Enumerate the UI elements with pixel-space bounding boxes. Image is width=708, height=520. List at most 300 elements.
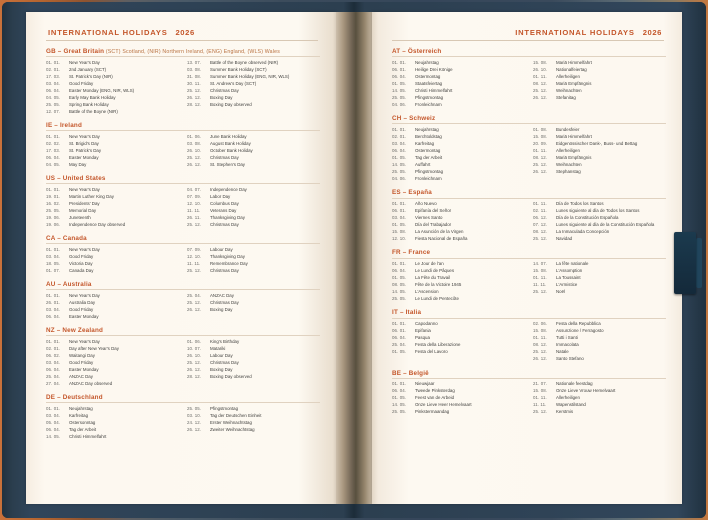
holiday-date: 25. 12.	[533, 87, 548, 93]
country-heading	[392, 115, 666, 122]
holiday-name: Pasqua	[415, 335, 430, 341]
holiday-date: 25. 12.	[187, 87, 202, 93]
holiday-date: 01. 05.	[392, 222, 407, 228]
table-row	[533, 95, 666, 102]
column-right	[533, 59, 666, 108]
holiday-name: New Year's Day	[69, 133, 100, 139]
holiday-name: Thanksgiving Day	[210, 214, 245, 220]
table-row	[533, 349, 666, 356]
country-code: DE	[46, 394, 56, 402]
two-column-layout	[392, 261, 666, 303]
holiday-date: 01. 08.	[533, 126, 548, 132]
holiday-date: 20. 09.	[533, 140, 548, 146]
holiday-name: Feest van de Arbeid	[415, 395, 455, 401]
holiday-table	[187, 59, 320, 108]
holiday-date: 25. 05.	[187, 405, 202, 411]
holiday-table	[187, 133, 320, 168]
holiday-date: 25. 05.	[46, 101, 61, 107]
country-code: GB	[46, 48, 56, 55]
holiday-name: Neujahrstag	[415, 59, 439, 65]
holiday-date: 01. 01.	[392, 320, 407, 326]
holiday-name: Early May Bank Holiday	[69, 94, 116, 100]
holiday-table	[187, 292, 320, 313]
holiday-name: Christi Himmelfahrt	[69, 434, 107, 440]
table-row	[533, 80, 666, 87]
column-left	[46, 338, 179, 387]
holiday-name: New Year's Day	[69, 338, 100, 344]
right-header-rule	[392, 40, 664, 41]
table-row	[533, 162, 666, 169]
holiday-date: 12. 10.	[392, 236, 407, 242]
table-row	[533, 169, 666, 176]
table-row	[533, 133, 666, 140]
table-row	[46, 201, 179, 208]
holiday-date: 08. 12.	[533, 229, 548, 235]
holiday-name: Good Friday	[69, 253, 94, 259]
holiday-name: Boxing Day	[210, 94, 233, 100]
holiday-date: 15. 08.	[533, 328, 548, 334]
column-left	[392, 381, 525, 416]
holiday-name: Pinkstermaandag	[415, 409, 450, 415]
holiday-name: Tag der Deutschen Einheit	[210, 412, 262, 418]
holiday-date: 07. 09.	[187, 246, 202, 252]
holiday-date: 25. 12.	[187, 359, 202, 365]
block-divider	[392, 56, 666, 57]
holiday-date: 06. 04.	[46, 87, 61, 93]
block-divider	[392, 318, 666, 319]
holiday-name: Assunzione / Ferragosto	[556, 328, 604, 334]
table-row	[533, 321, 666, 328]
column-left	[46, 246, 179, 274]
country-name: – Great Britain	[55, 48, 105, 55]
holiday-name: Santo Stefano	[556, 356, 584, 362]
holiday-date: 21. 07.	[533, 381, 548, 387]
holiday-name: Le Lundi de Pentecôte	[415, 296, 459, 302]
country-code: BE	[392, 369, 402, 377]
holiday-date: 06. 01.	[392, 207, 407, 213]
holiday-date: 03. 08.	[187, 140, 202, 146]
holiday-name: L'Ascension	[415, 289, 439, 295]
table-row	[46, 345, 179, 352]
table-row	[392, 261, 525, 268]
column-left	[392, 126, 525, 183]
table-row	[46, 299, 179, 306]
table-row	[392, 342, 525, 349]
right-header-year: 2026	[642, 28, 662, 37]
country-block	[46, 327, 320, 388]
two-column-layout	[46, 186, 320, 228]
holiday-table	[46, 246, 179, 274]
holiday-name: Pfingstmontag	[210, 405, 239, 411]
table-row	[46, 148, 179, 155]
table-row	[187, 254, 320, 261]
holiday-name: Allerheiligen	[556, 395, 580, 401]
holiday-name: St. Stephen's Day	[210, 161, 246, 167]
holiday-name: Christmas Day	[210, 267, 239, 273]
country-heading	[46, 235, 320, 242]
table-row	[187, 73, 320, 80]
column-right	[187, 405, 320, 440]
table-row	[187, 59, 320, 66]
holiday-date: 26. 10.	[187, 147, 202, 153]
country-block	[392, 48, 666, 109]
holiday-date: 14. 05.	[392, 161, 407, 167]
holiday-date: 01. 07.	[46, 267, 61, 273]
holiday-date: 03. 04.	[392, 214, 407, 220]
country-name: – Schweiz	[401, 115, 436, 123]
table-row	[533, 201, 666, 208]
holiday-date: 26. 11.	[187, 214, 201, 220]
holiday-date: 06. 02.	[46, 352, 61, 358]
holiday-name: Weihnachten	[556, 87, 582, 93]
holiday-date: 26. 12.	[187, 426, 202, 432]
holiday-name: Good Friday	[69, 306, 94, 312]
holiday-date: 14. 07.	[533, 260, 548, 266]
table-row	[533, 236, 666, 243]
table-row	[392, 388, 525, 395]
table-row	[392, 296, 525, 303]
holiday-name: Navidad	[556, 236, 573, 242]
holiday-table	[533, 126, 666, 175]
holiday-date: 02. 02.	[46, 140, 61, 146]
holiday-date: 26. 12.	[533, 356, 548, 362]
holiday-name: Australia Day	[69, 299, 96, 305]
holiday-name: Nationalfeiertag	[556, 66, 587, 72]
holiday-name: Eidgenössischer Dank-, Buss- und Bettag	[556, 140, 638, 146]
holiday-name: ANZAC Day	[210, 292, 234, 298]
holiday-table	[46, 292, 179, 320]
holiday-date: 06. 04.	[46, 154, 61, 160]
table-row	[46, 427, 179, 434]
holiday-name: Columbus Day	[210, 200, 239, 206]
holiday-name: Victoria Day	[69, 260, 93, 266]
country-name: – Ireland	[52, 122, 83, 130]
column-right	[533, 201, 666, 243]
table-row	[187, 222, 320, 229]
holiday-name: October Bank Holiday	[210, 147, 253, 153]
table-row	[46, 102, 179, 109]
holiday-date: 16. 02.	[46, 200, 61, 206]
holiday-date: 08. 12.	[533, 80, 548, 86]
column-left	[46, 59, 179, 116]
table-row	[392, 282, 525, 289]
right-header-title: INTERNATIONAL HOLIDAYS	[515, 28, 635, 37]
holiday-name: Ostersonntag	[69, 419, 96, 425]
table-row	[187, 307, 320, 314]
column-left	[46, 186, 179, 228]
table-row	[46, 352, 179, 359]
holiday-table	[187, 338, 320, 380]
holiday-date: 25. 12.	[187, 267, 202, 273]
table-row	[392, 95, 525, 102]
holiday-date: 01. 01.	[392, 381, 407, 387]
table-row	[46, 381, 179, 388]
holiday-date: 03. 04.	[46, 306, 61, 312]
table-row	[187, 155, 320, 162]
block-divider	[46, 335, 320, 336]
table-row	[46, 413, 179, 420]
holiday-date: 03. 04.	[392, 140, 407, 146]
country-block	[46, 175, 320, 229]
holiday-table	[46, 405, 179, 440]
block-divider	[392, 378, 666, 379]
holiday-name: Festa della Repubblica	[556, 320, 601, 326]
block-divider	[46, 289, 320, 290]
table-row	[187, 66, 320, 73]
book-spine-gutter	[336, 12, 372, 504]
holiday-name: Fête de la Victoire 1945	[415, 282, 462, 288]
left-page-content	[46, 48, 320, 496]
table-row	[187, 102, 320, 109]
holiday-date: 26. 12.	[187, 94, 202, 100]
right-page	[372, 12, 682, 504]
holiday-date: 25. 12.	[533, 349, 548, 355]
table-row	[46, 314, 179, 321]
holiday-date: 15. 08.	[533, 388, 548, 394]
holiday-name: Easter Monday (ENG, NIR, WLS)	[69, 87, 135, 93]
table-row	[392, 409, 525, 416]
left-page	[26, 12, 336, 504]
holiday-table	[533, 261, 666, 296]
country-block	[392, 189, 666, 243]
holiday-date: 14. 05.	[392, 289, 407, 295]
table-row	[533, 381, 666, 388]
table-row	[46, 434, 179, 441]
table-row	[187, 352, 320, 359]
column-left	[392, 321, 525, 363]
table-row	[46, 80, 179, 87]
holiday-date: 26. 12.	[187, 306, 202, 312]
block-divider	[46, 130, 320, 131]
country-heading	[392, 249, 666, 256]
table-row	[392, 80, 525, 87]
holiday-name: Day after New Year's Day	[69, 345, 119, 351]
country-code: AU	[46, 281, 56, 289]
country-heading	[46, 122, 320, 129]
holiday-date: 07. 12.	[533, 222, 548, 228]
holiday-name: 2nd January (SCT)	[69, 66, 107, 72]
table-row	[533, 66, 666, 73]
table-row	[46, 222, 179, 229]
holiday-name: Independence Day	[210, 186, 247, 192]
holiday-name: La Fête du Travail	[415, 275, 451, 281]
table-row	[533, 261, 666, 268]
block-divider	[392, 258, 666, 259]
holiday-date: 06. 04.	[392, 335, 407, 341]
holiday-name: Immacolata	[556, 342, 579, 348]
holiday-name: Memorial Day	[69, 207, 97, 213]
country-name: – New Zealand	[54, 327, 104, 335]
table-row	[533, 282, 666, 289]
column-right	[533, 321, 666, 363]
holiday-date: 01. 01.	[392, 200, 407, 206]
table-row	[46, 268, 179, 275]
holiday-table	[392, 59, 525, 108]
elastic-band-closure[interactable]	[674, 232, 696, 294]
holiday-name: La fête nationale	[556, 260, 589, 266]
holiday-date: 15. 08.	[533, 133, 548, 139]
table-row	[187, 133, 320, 140]
holiday-date: 02. 01.	[46, 345, 61, 351]
country-heading	[392, 370, 666, 377]
two-column-layout	[46, 292, 320, 320]
table-row	[187, 140, 320, 147]
left-header-year: 2026	[175, 28, 195, 37]
holiday-name: Mariä Empfängnis	[556, 154, 592, 160]
holiday-table	[187, 246, 320, 274]
holiday-date: 15. 08.	[392, 229, 407, 235]
table-row	[392, 201, 525, 208]
table-row	[46, 307, 179, 314]
table-row	[187, 374, 320, 381]
table-row	[46, 292, 179, 299]
holiday-name: Viernes Santo	[415, 214, 443, 220]
column-right	[187, 246, 320, 274]
table-row	[46, 261, 179, 268]
holiday-date: 31. 08.	[187, 73, 202, 79]
column-left	[392, 59, 525, 108]
table-row	[46, 254, 179, 261]
holiday-name: Thanksgiving Day	[210, 253, 245, 259]
holiday-date: 01. 01.	[46, 246, 61, 252]
holiday-name: Día de Todos los Santos	[556, 200, 604, 206]
table-row	[533, 208, 666, 215]
holiday-table	[533, 381, 666, 416]
holiday-name: Karfreitag	[415, 140, 435, 146]
holiday-date: 01. 01.	[46, 133, 61, 139]
table-row	[187, 208, 320, 215]
holiday-date: 08. 12.	[533, 342, 548, 348]
holiday-date: 06. 04.	[392, 388, 407, 394]
table-row	[392, 59, 525, 66]
holiday-date: 25. 04.	[46, 373, 61, 379]
country-code: CA	[46, 235, 56, 243]
left-page-header	[48, 28, 195, 37]
holiday-date: 02. 11.	[533, 207, 547, 213]
holiday-name: St. Brigid's Day	[69, 140, 99, 146]
table-row	[533, 275, 666, 282]
country-block	[46, 394, 320, 441]
holiday-name: Easter Monday	[69, 313, 99, 319]
holiday-name: Tag der Arbeit	[69, 426, 97, 432]
table-row	[392, 328, 525, 335]
holiday-name: Auffahrt	[415, 161, 431, 167]
table-row	[187, 299, 320, 306]
table-row	[392, 176, 525, 183]
table-row	[46, 95, 179, 102]
holiday-date: 04. 05.	[46, 161, 61, 167]
table-row	[392, 335, 525, 342]
table-row	[187, 413, 320, 420]
two-column-layout	[46, 405, 320, 440]
table-row	[187, 95, 320, 102]
table-row	[392, 229, 525, 236]
holiday-date: 01. 11.	[533, 275, 547, 281]
table-row	[533, 215, 666, 222]
holiday-name: Berchtoldstag	[415, 133, 442, 139]
table-row	[46, 186, 179, 193]
table-row	[46, 87, 179, 94]
country-heading	[46, 394, 320, 401]
holiday-name: St. Andrew's Day (SCT)	[210, 80, 257, 86]
table-row	[533, 140, 666, 147]
holiday-name: Mariä Himmelfahrt	[556, 133, 592, 139]
holiday-date: 06. 04.	[392, 267, 407, 273]
holiday-name: Martin Luther King Day	[69, 193, 114, 199]
holiday-table	[392, 126, 525, 183]
country-code: US	[46, 175, 56, 183]
holiday-name: Wapenstilstand	[556, 402, 586, 408]
holiday-date: 05. 04.	[46, 419, 61, 425]
holiday-name: Día de la Constitución Española	[556, 214, 619, 220]
holiday-name: Christmas Day	[210, 359, 239, 365]
holiday-date: 03. 10.	[187, 412, 202, 418]
holiday-table	[533, 201, 666, 243]
holiday-name: Tutti i Santi	[556, 335, 578, 341]
country-heading	[46, 48, 320, 55]
right-page-content	[392, 48, 666, 496]
holiday-name: Natale	[556, 349, 569, 355]
holiday-name: Pfingstmontag	[415, 94, 444, 100]
table-row	[533, 73, 666, 80]
table-row	[46, 405, 179, 412]
holiday-name: Good Friday	[69, 80, 94, 86]
table-row	[46, 73, 179, 80]
holiday-date: 28. 12.	[187, 373, 202, 379]
column-left	[392, 201, 525, 243]
holiday-date: 12. 10.	[187, 200, 202, 206]
holiday-table	[533, 321, 666, 363]
holiday-name: Lunes siguiente al día de Todos los Santos	[556, 207, 640, 213]
holiday-name: La Toussaint	[556, 275, 581, 281]
holiday-date: 01. 11.	[533, 395, 547, 401]
block-divider	[392, 123, 666, 124]
holiday-date: 06. 04.	[46, 426, 61, 432]
holiday-date: 11. 11.	[187, 207, 201, 213]
holiday-date: 14. 05.	[392, 402, 407, 408]
country-code: ES	[392, 189, 401, 197]
holiday-date: 07. 09.	[187, 193, 202, 199]
holiday-date: 13. 07.	[187, 59, 202, 65]
holiday-name: Labour Day	[210, 352, 233, 358]
country-name: – Canada	[55, 235, 87, 243]
column-left	[46, 405, 179, 440]
table-row	[533, 409, 666, 416]
elastic-band-edge	[696, 238, 702, 288]
table-row	[533, 87, 666, 94]
table-row	[392, 208, 525, 215]
holiday-name: Weihnachten	[556, 161, 582, 167]
holiday-name: Veterans Day	[210, 207, 237, 213]
holiday-date: 01. 01.	[392, 59, 407, 65]
holiday-date: 28. 12.	[187, 101, 202, 107]
holiday-table	[187, 405, 320, 433]
table-row	[392, 162, 525, 169]
table-row	[187, 80, 320, 87]
holiday-date: 15. 08.	[533, 59, 548, 65]
holiday-name: Labour Day	[210, 246, 233, 252]
two-column-layout	[392, 201, 666, 243]
holiday-date: 17. 03.	[46, 147, 61, 153]
holiday-date: 25. 12.	[533, 236, 548, 242]
column-left	[46, 292, 179, 320]
holiday-date: 01. 01.	[392, 126, 407, 132]
holiday-date: 01. 01.	[46, 292, 61, 298]
holiday-date: 15. 08.	[533, 267, 548, 273]
table-row	[46, 367, 179, 374]
holiday-name: Remembrance Day	[210, 260, 248, 266]
holiday-name: Boxing Day observed	[210, 373, 252, 379]
